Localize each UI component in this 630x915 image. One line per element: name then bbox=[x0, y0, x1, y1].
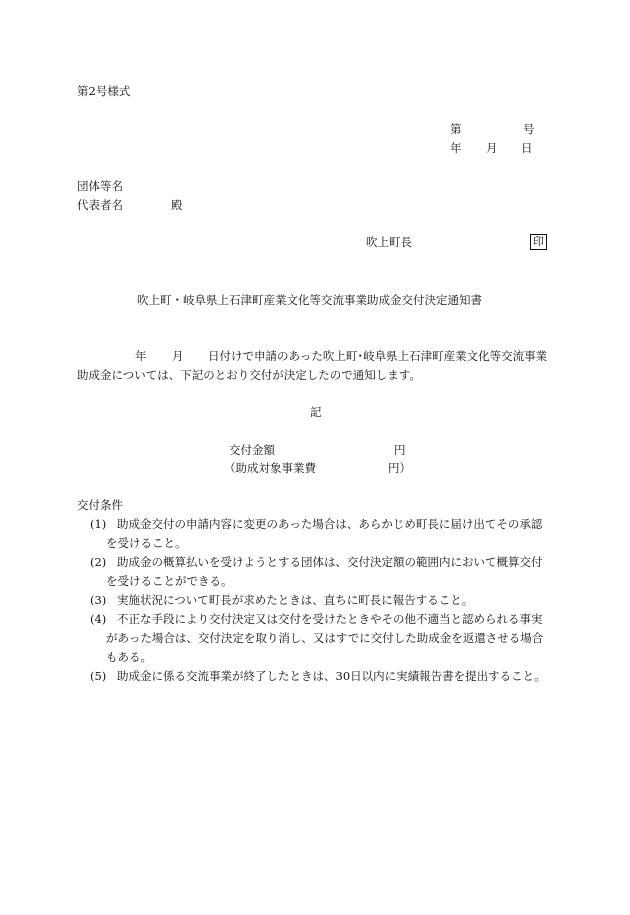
condition-number: (1) bbox=[90, 517, 107, 531]
form-number: 第2号様式 bbox=[77, 84, 131, 98]
condition-text-cont: を受けることができる。 bbox=[106, 574, 233, 588]
representative-label: 代表者名 bbox=[77, 198, 123, 212]
dono-honorific: 殿 bbox=[171, 198, 183, 212]
date-month: 月 bbox=[486, 141, 498, 155]
document-title: 吹上町・岐阜県上石津町産業文化等交流事業助成金交付決定通知書 bbox=[137, 293, 482, 307]
condition-text: 助成金交付の申請内容に変更のあった場合は、あらかじめ町長に届け出てその承認 bbox=[117, 517, 543, 531]
target-cost-yen: 円） bbox=[388, 461, 411, 475]
header-dai: 第 bbox=[450, 122, 462, 136]
seal-stamp bbox=[530, 234, 547, 250]
body-line2: 助成金については、下記のとおり交付が決定したので通知します。 bbox=[77, 368, 421, 382]
conditions-heading: 交付条件 bbox=[77, 498, 123, 512]
amount-label: 交付金額 bbox=[229, 443, 275, 457]
condition-number: (2) bbox=[90, 555, 107, 569]
date-year: 年 bbox=[450, 141, 462, 155]
condition-text-cont: もある。 bbox=[106, 650, 152, 664]
condition-number: (3) bbox=[90, 593, 107, 607]
sender-name: 吹上町長 bbox=[366, 235, 412, 249]
seal-label: 印 bbox=[530, 234, 547, 250]
header-go: 号 bbox=[523, 122, 535, 136]
ki-heading: 記 bbox=[310, 405, 322, 419]
condition-text: 実施状況について町長が求めたときは、直ちに町長に報告すること。 bbox=[117, 593, 474, 607]
condition-number: (5) bbox=[90, 669, 107, 683]
amount-yen: 円 bbox=[394, 443, 406, 457]
condition-text: 不正な手段により交付決定又は交付を受けたときやその他不適当と認められる事実 bbox=[117, 612, 543, 626]
target-cost-label: （助成対象事業費 bbox=[224, 461, 316, 475]
body-year: 年 bbox=[135, 349, 147, 363]
condition-text-cont: があった場合は、交付決定を取り消し、又はすでに交付した助成金を返還させる場合 bbox=[106, 631, 544, 645]
condition-text: 助成金の概算払いを受けようとする団体は、交付決定額の範囲内において概算交付 bbox=[117, 555, 543, 569]
condition-text-cont: を受けること。 bbox=[106, 536, 187, 550]
group-name-label: 団体等名 bbox=[77, 179, 123, 193]
body-month: 月 bbox=[172, 349, 184, 363]
body-line1: 日付けで申請のあった吹上町･岐阜県上石津町産業文化等交流事業 bbox=[208, 349, 548, 363]
date-day: 日 bbox=[521, 141, 533, 155]
condition-text: 助成金に係る交流事業が終了したときは、30日以内に実績報告書を提出すること。 bbox=[117, 669, 546, 683]
condition-number: (4) bbox=[90, 612, 107, 626]
